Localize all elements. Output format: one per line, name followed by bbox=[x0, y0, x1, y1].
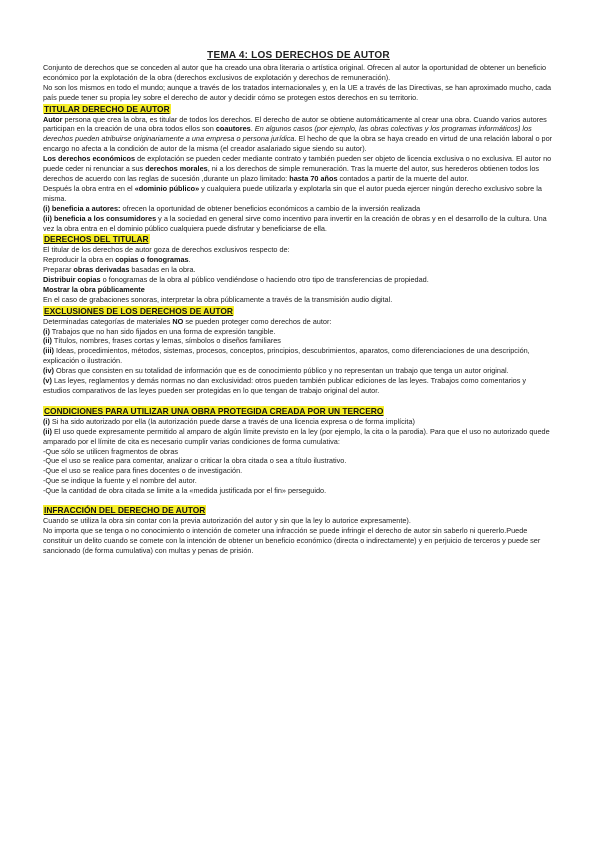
document-title: TEMA 4: LOS DERECHOS DE AUTOR bbox=[207, 50, 390, 61]
titular-paragraph-2: Los derechos económicos de explotación se pueden ceder mediante contrato y también pueden ser objeto de licencia exclusiva o no exclusiva. El autor no puede ceder ni renunciar a sus derechos morales, ni a los derechos de simple remuneración. Tras la muerte del autor, sus herederos obtienen todos los derechos de acuerdo con las reglas de sucesión ,durante un plazo limitado: hasta 70 años contados a partir de la muerte del autor. bbox=[43, 154, 552, 183]
intro-paragraph-2: No son los mismos en todo el mundo; aunque a través de los tratados internacionales y, en la UE a través de las Directivas, se han aproximado mucho, cada país puede tener su propia ley sobre el derecho de autor y decidir cómo se protegen estos derechos en su territorio. bbox=[43, 82, 552, 102]
titular-benefit-consumers: (ii) beneficia a los consumidores y a la sociedad en general sirve como incentivo para invertir en la creación de obras y en el desarrollo de la cultura. Una vez la obra entra en el dominio público cualquiera puede disfrutar y beneficiarse de ella. bbox=[43, 213, 547, 233]
intro-paragraph-1: Conjunto de derechos que se conceden al autor que ha creado una obra literaria o artística original. Ofrecen al autor la oportunidad de obtener un beneficio económico por la explotación de la obra (derechos exclusivos de explotación y derechos de remuneración). bbox=[43, 63, 547, 82]
titular-paragraph-3: Después la obra entra en el «dominio público» y cualquiera puede utilizarla y explotarla sin que el autor pueda ejercer ningún derecho exclusivo sobre la misma. bbox=[43, 183, 542, 203]
exclusiones-item: (v) Las leyes, reglamentos y demás normas no dan exclusividad: otros pueden también publicar ediciones de las leyes. Trabajos como comentarios y estudios comparativos de las leyes pueden ser protegidas en lo que tengan de trabajo original del autor. bbox=[43, 376, 527, 395]
section-heading-titular: TITULAR DERECHO DE AUTOR bbox=[44, 103, 170, 114]
section-heading-condiciones: CONDICIONES PARA UTILIZAR UNA OBRA PROTEGIDA CREADA POR UN TERCERO bbox=[44, 405, 384, 416]
section-heading-infraccion: INFRACCIÓN DEL DERECHO DE AUTOR bbox=[44, 505, 206, 516]
exclusiones-item: (iii) Ideas, procedimientos, métodos, sistemas, procesos, conceptos, principios, descubrimientos, aparatos, como diferenciaciones de una descripción, explicación o ilustración. bbox=[43, 346, 530, 366]
section-heading-derechos: DERECHOS DEL TITULAR bbox=[44, 234, 149, 245]
condiciones-item: (i) Si ha sido autorizado por ella (la autorización puede darse a través de una licencia expresa o de forma implícita) bbox=[43, 416, 415, 426]
exclusiones-intro: Determinadas categorías de materiales NO se pueden proteger como derechos de autor: bbox=[43, 316, 332, 326]
titular-benefit-authors: (i) beneficia a autores: ofrecen la oportunidad de obtener beneficios económicos a cambio de la inversión realizada bbox=[43, 203, 421, 213]
condiciones-dash-item: -Que el uso se realice para fines docentes o de investigación. bbox=[43, 466, 243, 476]
condiciones-dash-item: -Que se indique la fuente y el nombre del autor. bbox=[43, 476, 197, 486]
derechos-intro: El titular de los derechos de autor goza de derechos exclusivos respecto de: bbox=[43, 245, 290, 255]
condiciones-dash-item: -Que el uso se realice para comentar, analizar o criticar la obra citada o sea a título ilustrativo. bbox=[43, 456, 347, 466]
infraccion-paragraph-1: Cuando se utiliza la obra sin contar con la previa autorización del autor y sin que la ley lo autorice expresamente). bbox=[43, 515, 411, 525]
derechos-item-distribuir: Distribuir copias o fonogramas de la obra al público vendiéndose o haciendo otro tipo de transferencias de propiedad. bbox=[43, 275, 429, 285]
exclusiones-item: (ii) Títulos, nombres, frases cortas y lemas, símbolos o diseños familiares bbox=[43, 336, 281, 346]
condiciones-dash-item: -Que la cantidad de obra citada se limite a la «medida justificada por el fin» perseguido. bbox=[43, 486, 327, 496]
section-heading-exclusiones: EXCLUSIONES DE LOS DERECHOS DE AUTOR bbox=[44, 305, 233, 316]
exclusiones-item: (iv) Obras que consisten en su totalidad de información que es de conocimiento público y no representan un trabajo que tenga un autor original. bbox=[43, 366, 509, 376]
titular-paragraph-1: Autor persona que crea la obra, es titular de todos los derechos. El derecho de autor se obtiene automáticamente al crear una obra. Cuando varios autores participan en la creación de una obra todos ellos son coautores. En algunos casos (por ejemplo, las obras colectivas y los programas informáticos) los derechos pueden atribuirse originariamente a una empresa o persona jurídica. El hecho de que la obra se haya creado en virtud de una relación laboral o por encargo no afecta a la condición de autor de la misma (el creador asalariado sigue siendo su autor). bbox=[43, 114, 553, 154]
derechos-item-mostrar: Mostrar la obra públicamente bbox=[43, 284, 145, 294]
condiciones-dash-item: -Que sólo se utilicen fragmentos de obras bbox=[43, 446, 179, 456]
derechos-item-reproducir: Reproducir la obra en copias o fonogramas. bbox=[43, 255, 191, 265]
infraccion-paragraph-2: No importa que se tenga o no conocimiento o intención de cometer una infracción se puede infringir el derecho de autor sin saberlo ni quererlo.Puede constituir un delito cuando se comete con la intención de obtener un beneficio económico (directa o indirectamente) y en perjuicio de terceros y puede ser sancionado (de forma cumulativa) con multas y penas de prisión. bbox=[43, 525, 541, 555]
condiciones-item: (ii) El uso quede expresamente permitido al amparo de algún límite previsto en la ley (por ejemplo, la cita o la parodia). Para que el uso no autorizado quede amparado por el límite de cita es necesario cumplir varias condiciones de forma cumulativa: bbox=[43, 426, 550, 446]
derechos-item-preparar: Preparar obras derivadas basadas en la obra. bbox=[43, 265, 196, 275]
derechos-item-grabaciones: En el caso de grabaciones sonoras, interpretar la obra públicamente a través de la transmisión audio digital. bbox=[43, 294, 393, 304]
exclusiones-item: (i) Trabajos que no han sido fijados en una forma de expresión tangible. bbox=[43, 326, 276, 336]
